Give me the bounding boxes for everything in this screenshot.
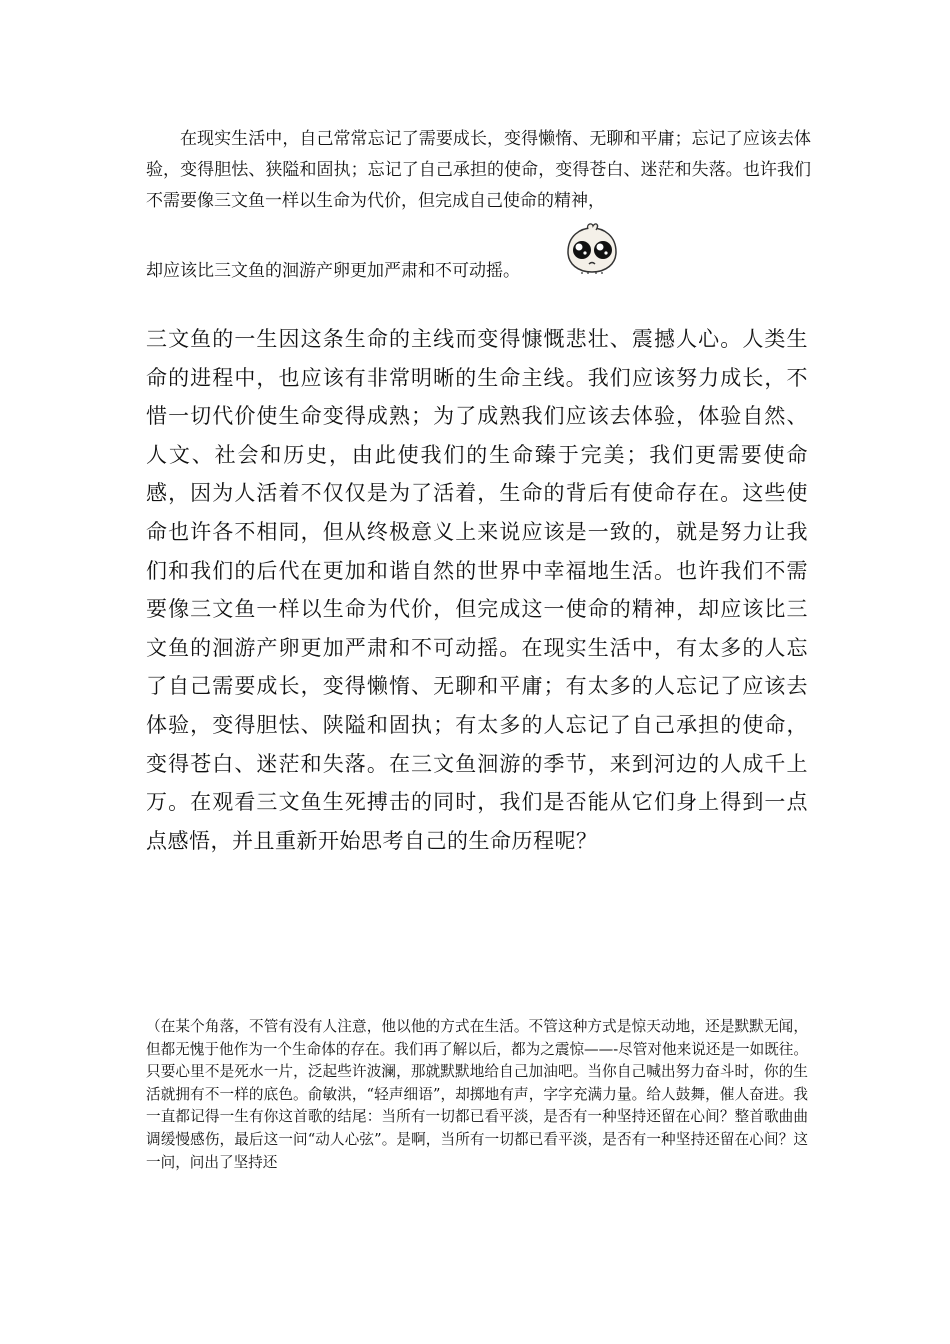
paragraph-1: 在现实生活中，自己常常忘记了需要成长，变得懒惰、无聊和平庸；忘记了应该去体验，变得胆怯、狭隘和固执；忘记了自己承担的使命，变得苍白、迷茫和失落。也许我们不需要像三文鱼一样以生命为代价，但完成自己使命的精神， xyxy=(146,129,811,211)
crying-face-icon xyxy=(562,222,620,274)
paragraph-2: 三文鱼的一生因这条生命的主线而变得慷慨悲壮、震撼人心。人类生命的进程中，也应该有非常明晰的生命主线。我们应该努力成长，不惜一切代价使生命变得成熟；为了成熟我们应该去体验，体验自然、人文、社会和历史，由此使我们的生命臻于完美；我们更需要使命感，因为人活着不仅仅是为了活着，生命的背后有使命存在。这些使命也许各不相同，但从终极意义上来说应该是一致的，就是努力让我们和我们的后代在更加和谐自然的世界中幸福地生活。也许我们不需要像三文鱼一样以生命为代价，但完成这一使命的精神，却应该比三文鱼的洄游产卵更加严肃和不可动摇。在现实生活中，有太多的人忘了自己需要成长，变得懒惰、无聊和平庸；有太多的人忘记了应该去体验，变得胆怯、陕隘和固执；有太多的人忘记了自己承担的使命，变得苍白、迷茫和失落。在三文鱼洄游的季节，来到河边的人成千上万。在观看三文鱼生死搏击的同时，我们是否能从它们身上得到一点点感悟，并且重新开始思考自己的生命历程呢？ xyxy=(146,327,808,853)
paragraph-3: （在某个角落，不管有没有人注意，他以他的方式在生活。不管这种方式是惊天动地，还是默默无闻，但都无愧于他作为一个生命体的存在。我们再了解以后，都为之震惊——-尽管对他来说还是一如既往。只要心里不是死水一片，泛起些许波澜，那就默默地给自己加油吧。当你自己喊出努力奋斗时，你的生活就拥有不一样的底色。俞敏洪，“轻声细语”，却掷地有声，字字充满力量。给人鼓舞，催人奋进。我一直都记得一生有你这首歌的结尾：当所有一切都已看平淡，是否有一种坚持还留在心间？整首歌曲曲调缓慢感伤，最后这一问“动人心弦”。是啊，当所有一切都已看平淡，是否有一种坚持还留在心间？这一问，问出了坚持还 xyxy=(146,1018,808,1171)
paragraph-1-tail: 却应该比三文鱼的洄游产卵更加严肃和不可动摇。 xyxy=(146,261,520,281)
